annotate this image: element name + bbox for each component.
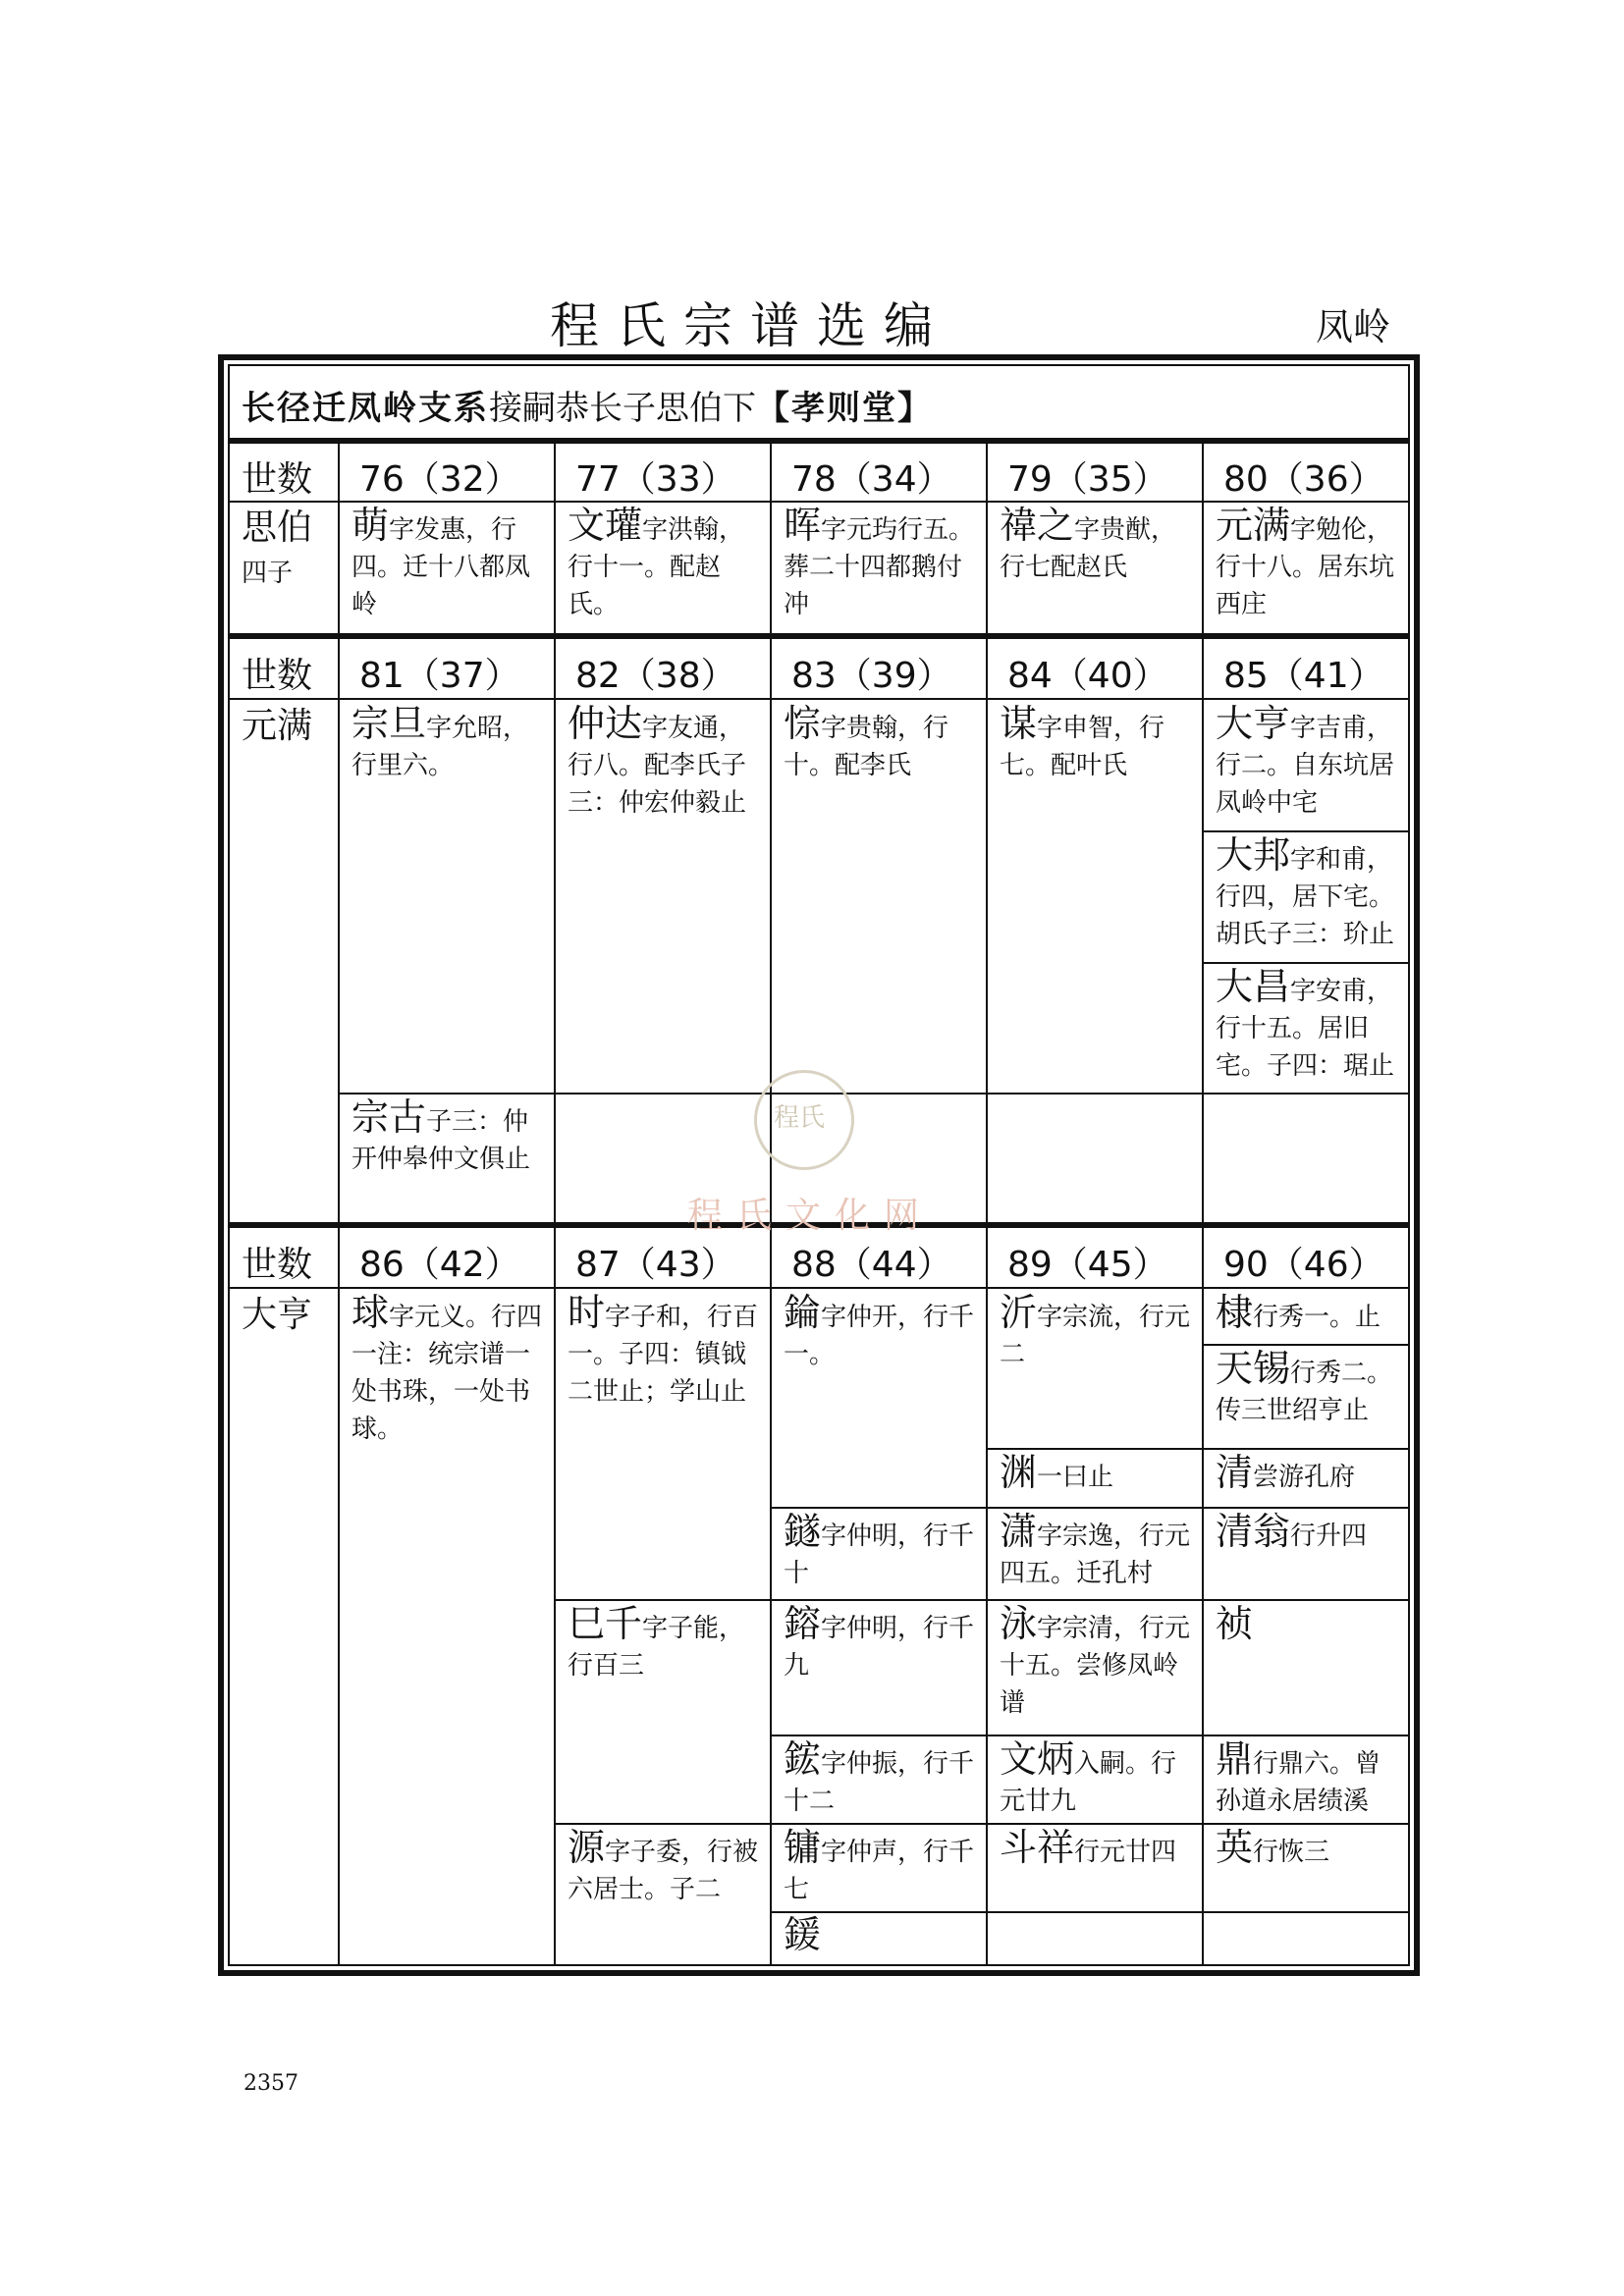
grid-line xyxy=(986,639,988,1222)
grid-line xyxy=(986,1228,988,1964)
row-ancestor-note: 四子 xyxy=(242,559,294,588)
grid-line xyxy=(338,639,340,1222)
person-text: 字洪翰，行十一。配赵氏。 xyxy=(568,515,745,619)
grid-line xyxy=(1202,1344,1408,1346)
grid-line xyxy=(1202,962,1408,964)
grid-line xyxy=(986,1599,1202,1601)
person-entry xyxy=(1216,1826,1404,1871)
person-entry xyxy=(1000,1291,1196,1373)
grid-line xyxy=(986,1448,1202,1450)
person-name: 鐩 xyxy=(784,1510,822,1553)
person-text: 行元廿四 xyxy=(1074,1838,1177,1867)
grid-line xyxy=(338,444,340,633)
generation-label: 84（40） xyxy=(1007,656,1168,696)
person-name: 文炳 xyxy=(1000,1737,1075,1781)
person-text: 字仲开，行千一。 xyxy=(784,1303,975,1369)
person-entry xyxy=(1000,1737,1196,1820)
person-entry xyxy=(352,504,548,623)
grid-line xyxy=(986,1823,1202,1825)
generation-label: 85（41） xyxy=(1223,656,1384,696)
person-entry xyxy=(1000,504,1196,586)
person-text: 字安甫，行十五。居旧宅。子四：琚止 xyxy=(1216,977,1395,1081)
hall-name: 【孝则堂】 xyxy=(756,389,933,428)
grid-line xyxy=(230,1287,1408,1289)
person-name: 鋐 xyxy=(784,1737,822,1781)
generation-label: 89（45） xyxy=(1007,1245,1168,1285)
person-name: 清翁 xyxy=(1216,1510,1291,1553)
grid-line xyxy=(1202,830,1408,832)
person-text: 子三：仲开仲皋仲文俱止 xyxy=(352,1107,531,1174)
grid-line xyxy=(986,1507,1202,1509)
grid-line xyxy=(554,1599,770,1601)
person-text: 字仲明，行千九 xyxy=(784,1614,975,1681)
person-entry xyxy=(1216,504,1404,623)
grid-line xyxy=(1202,1507,1408,1509)
person-name: 萌 xyxy=(352,504,390,547)
person-name: 鼎 xyxy=(1216,1737,1254,1781)
person-name: 天锡 xyxy=(1216,1347,1291,1390)
person-name: 渊 xyxy=(1000,1451,1038,1494)
person-entry xyxy=(568,1291,764,1411)
person-entry xyxy=(1000,1826,1196,1871)
generation-label: 86（42） xyxy=(359,1245,520,1285)
section-divider xyxy=(230,438,1408,444)
grid-line xyxy=(1202,444,1204,633)
person-text: 字子能，行百三 xyxy=(568,1614,745,1681)
person-text: 一曰止 xyxy=(1037,1463,1114,1492)
person-entry xyxy=(1216,702,1404,822)
person-name: 文瓘 xyxy=(568,504,643,547)
generation-label: 77（33） xyxy=(575,459,736,500)
page-title: 程氏宗谱选编 xyxy=(550,297,950,354)
person-name: 球 xyxy=(352,1291,390,1334)
person-text: 字仲声，行千七 xyxy=(784,1838,975,1904)
person-entry xyxy=(784,504,980,623)
person-entry xyxy=(568,504,764,623)
generation-label: 81（37） xyxy=(359,656,520,696)
person-text: 行升四 xyxy=(1290,1522,1368,1551)
branch-title: 长径迁凤岭支系 xyxy=(242,389,489,428)
person-text: 字仲振，行千十二 xyxy=(784,1749,975,1816)
person-entry xyxy=(1216,1291,1404,1336)
grid-line xyxy=(1202,1823,1408,1825)
person-text: 尝游孔府 xyxy=(1253,1463,1356,1492)
grid-line xyxy=(1202,1735,1408,1736)
grid-line xyxy=(338,1093,1408,1095)
grid-line xyxy=(554,639,556,1222)
place-label: 凤岭 xyxy=(1316,305,1391,348)
person-entry xyxy=(784,1913,980,1958)
person-text: 字友通，行八。配李氏子三：仲宏仲毅止 xyxy=(568,714,747,818)
watermark-site-text: 程氏文化网 xyxy=(687,1196,934,1236)
grid-line xyxy=(770,1228,772,1964)
person-entry xyxy=(1000,1510,1196,1592)
grid-line xyxy=(986,444,988,633)
page-number: 2357 xyxy=(244,2071,298,2096)
person-name: 晖 xyxy=(784,504,822,547)
person-name: 镛 xyxy=(784,1826,822,1869)
person-entry xyxy=(1000,1451,1196,1496)
generation-label: 76（32） xyxy=(359,459,520,500)
person-name: 棣 xyxy=(1216,1291,1254,1334)
person-name: 大邦 xyxy=(1216,833,1291,877)
branch-header xyxy=(242,381,933,429)
generation-label: 82（38） xyxy=(575,656,736,696)
person-entry xyxy=(352,1095,548,1178)
person-entry xyxy=(1000,1602,1196,1722)
person-entry xyxy=(1216,1602,1404,1647)
generation-label: 83（39） xyxy=(791,656,952,696)
row-ancestor-name: 元满 xyxy=(242,706,313,746)
section-label: 世数 xyxy=(242,459,313,500)
grid-line xyxy=(770,1823,986,1825)
person-text: 行秀二。传三世绍亨止 xyxy=(1216,1359,1393,1425)
row-ancestor-name: 思伯 xyxy=(242,507,313,548)
person-name: 禕之 xyxy=(1000,504,1075,547)
person-text: 字勉伦，行十八。居东坑西庄 xyxy=(1216,515,1395,619)
person-text: 字宗流，行元二 xyxy=(1000,1303,1191,1369)
person-name: 沂 xyxy=(1000,1291,1038,1334)
person-text: 字吉甫，行二。自东坑居凤岭中宅 xyxy=(1216,714,1395,818)
watermark-seal-text: 程氏 xyxy=(774,1103,826,1133)
grid-line xyxy=(1202,639,1204,1222)
person-entry xyxy=(568,1602,764,1684)
branch-suffix: 接嗣恭长子思伯下 xyxy=(489,389,756,428)
person-name: 大亨 xyxy=(1216,702,1291,745)
person-text: 字申智，行七。配叶氏 xyxy=(1000,714,1165,780)
grid-line xyxy=(986,1911,1202,1913)
person-text: 入嗣。行元廿九 xyxy=(1000,1749,1177,1816)
person-name: 仲达 xyxy=(568,702,643,745)
person-entry xyxy=(1216,833,1404,953)
person-text: 字子委，行被六居士。子二 xyxy=(568,1838,759,1904)
person-text: 字贵猷，行七配赵氏 xyxy=(1000,515,1177,582)
person-name: 錀 xyxy=(784,1291,822,1334)
person-name: 英 xyxy=(1216,1826,1254,1869)
person-entry xyxy=(1216,1347,1404,1429)
person-name: 谋 xyxy=(1000,702,1038,745)
person-name: 巳千 xyxy=(568,1602,643,1645)
person-text: 字元义。行四一注：统宗谱一处书珠，一处书球。 xyxy=(352,1303,543,1444)
person-text: 字元玙行五。葬二十四都鹅付冲 xyxy=(784,515,975,619)
grid-line xyxy=(1202,1599,1408,1601)
person-name: 鎔 xyxy=(784,1602,822,1645)
person-entry xyxy=(784,1510,980,1592)
person-name: 宗古 xyxy=(352,1095,427,1139)
grid-line xyxy=(770,1735,986,1736)
generation-label: 90（46） xyxy=(1223,1245,1384,1285)
person-text: 行鼎六。曾孙道永居绩溪 xyxy=(1216,1749,1381,1816)
grid-line xyxy=(554,1228,556,1964)
grid-line xyxy=(1202,1911,1408,1913)
person-name: 泳 xyxy=(1000,1602,1038,1645)
person-text: 字宗逸，行元四五。迁孔村 xyxy=(1000,1522,1191,1588)
person-entry xyxy=(1216,1737,1404,1820)
person-name: 鍰 xyxy=(784,1913,822,1956)
section-label: 世数 xyxy=(242,1245,313,1285)
grid-line xyxy=(1202,1228,1204,1964)
person-entry xyxy=(1216,1451,1404,1496)
person-entry xyxy=(568,1826,764,1908)
grid-line xyxy=(1202,1448,1408,1450)
person-text: 字贵翰，行十。配李氏 xyxy=(784,714,949,780)
person-text: 行恢三 xyxy=(1253,1838,1330,1867)
person-text: 字仲明，行千十 xyxy=(784,1522,975,1588)
person-entry xyxy=(352,702,548,784)
person-name: 时 xyxy=(568,1291,606,1334)
generation-label: 78（34） xyxy=(791,459,952,500)
person-entry xyxy=(784,1602,980,1684)
person-text: 字发惠，行四。迁十八都凤岭 xyxy=(352,515,531,619)
person-name: 源 xyxy=(568,1826,606,1869)
section-label: 世数 xyxy=(242,656,313,696)
person-entry xyxy=(784,1737,980,1820)
person-entry xyxy=(784,1826,980,1908)
person-text: 字子和，行百一。子四：镇钺二世止；学山止 xyxy=(568,1303,759,1407)
person-name: 悰 xyxy=(784,702,822,745)
person-name: 清 xyxy=(1216,1451,1254,1494)
person-text: 行秀一。止 xyxy=(1253,1303,1381,1332)
grid-line xyxy=(338,1228,340,1964)
person-name: 元满 xyxy=(1216,504,1291,547)
person-name: 潇 xyxy=(1000,1510,1038,1553)
person-text: 字允昭，行里六。 xyxy=(352,714,529,780)
person-entry xyxy=(568,702,764,822)
person-name: 宗旦 xyxy=(352,702,427,745)
person-entry xyxy=(1216,1510,1404,1555)
grid-line xyxy=(986,1735,1202,1736)
person-entry xyxy=(1216,965,1404,1085)
grid-line xyxy=(230,698,1408,700)
person-text: 字宗清，行元十五。尝修凤岭谱 xyxy=(1000,1614,1191,1718)
row-ancestor-name: 大亨 xyxy=(242,1295,313,1335)
grid-line xyxy=(554,1823,770,1825)
person-name: 斗祥 xyxy=(1000,1826,1075,1869)
generation-label: 80（36） xyxy=(1223,459,1384,500)
section-divider xyxy=(230,633,1408,639)
grid-line xyxy=(770,444,772,633)
generation-label: 79（35） xyxy=(1007,459,1168,500)
person-entry xyxy=(352,1291,548,1448)
generation-label: 87（43） xyxy=(575,1245,736,1285)
grid-line xyxy=(770,1507,986,1509)
person-name: 大昌 xyxy=(1216,965,1291,1008)
grid-line xyxy=(770,1599,986,1601)
generation-label: 88（44） xyxy=(791,1245,952,1285)
person-entry xyxy=(784,1291,980,1373)
person-text: 字和甫，行四，居下宅。胡氏子三：玠止 xyxy=(1216,845,1395,949)
person-entry xyxy=(784,702,980,784)
person-entry xyxy=(1000,702,1196,784)
grid-line xyxy=(554,444,556,633)
person-name: 祯 xyxy=(1216,1602,1254,1645)
